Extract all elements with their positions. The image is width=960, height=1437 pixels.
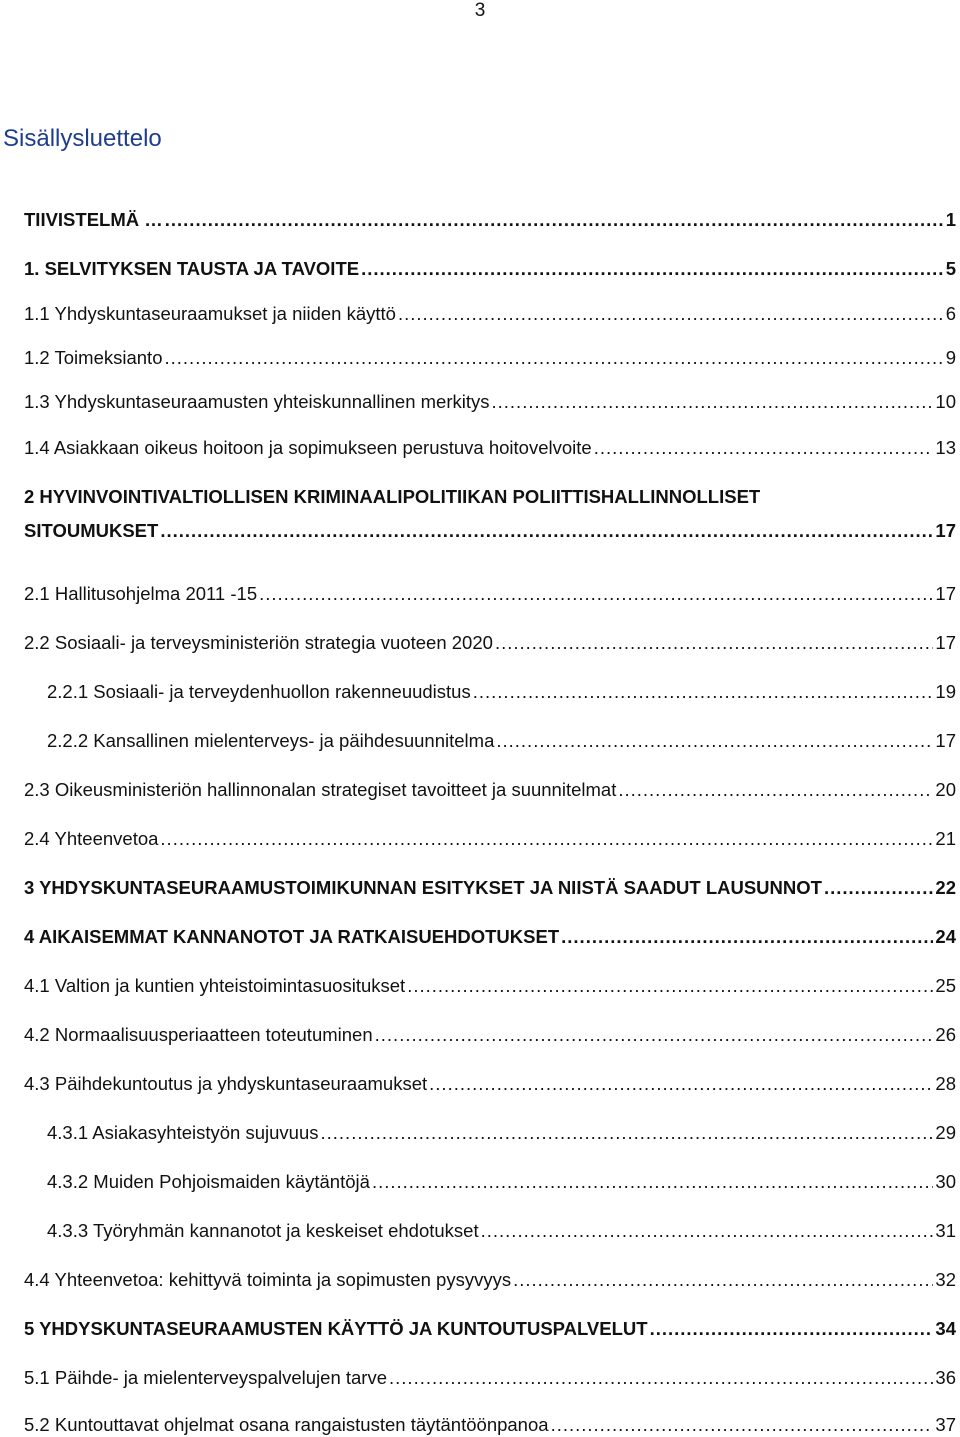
toc-entry-2-1[interactable] xyxy=(24,582,956,606)
toc-entry-title: 2.4 Yhteenvetoa xyxy=(24,828,159,849)
toc-entry-title: 1.1 Yhdyskuntaseuraamukset ja niiden käyttö xyxy=(24,303,396,324)
dot-leader xyxy=(398,302,944,326)
toc-entry-page: 30 xyxy=(935,1171,956,1192)
toc-entry-page: 26 xyxy=(935,1024,956,1045)
toc-entry-page: 9 xyxy=(945,347,956,368)
toc-entry-1-1[interactable] xyxy=(24,302,956,326)
page-number: 3 xyxy=(474,0,486,21)
toc-entry-2-2[interactable] xyxy=(24,631,956,655)
toc-entry-title: 2.1 Hallitusohjelma 2011 -15 xyxy=(24,583,258,604)
dot-leader xyxy=(481,1219,934,1243)
dot-leader xyxy=(361,257,944,281)
dot-leader xyxy=(594,436,934,460)
toc-entry-title: TIIVISTELMÄ … xyxy=(24,209,163,230)
toc-entry-4-1[interactable] xyxy=(24,974,956,998)
dot-leader xyxy=(160,827,933,851)
toc-entry-title: 5.1 Päihde- ja mielenterveyspalvelujen tarve xyxy=(24,1367,388,1388)
dot-leader xyxy=(618,778,933,802)
dot-leader xyxy=(824,876,933,900)
toc-entry-1[interactable] xyxy=(24,257,956,281)
dot-leader xyxy=(389,1366,933,1390)
dot-leader xyxy=(496,729,933,753)
toc-entry-5[interactable] xyxy=(24,1317,956,1341)
toc-entry-page: 1 xyxy=(945,209,956,230)
toc-entry-title: 4.4 Yhteenvetoa: kehittyvä toiminta ja sopimusten pysyvyys xyxy=(24,1269,512,1290)
dot-leader xyxy=(473,680,934,704)
toc-heading: Sisällysluettelo xyxy=(3,125,162,152)
toc-entry-title: 4.3.3 Työryhmän kannanotot ja keskeiset ehdotukset xyxy=(47,1220,479,1241)
toc-entry-2[interactable] xyxy=(24,485,956,543)
toc-entry-page: 34 xyxy=(935,1318,956,1339)
dot-leader xyxy=(160,519,933,543)
toc-entry-page: 36 xyxy=(935,1367,956,1388)
toc-entry-title: 2.2.2 Kansallinen mielenterveys- ja päihdesuunnitelma xyxy=(47,730,495,751)
toc-entry-title: 4 AIKAISEMMAT KANNANOTOT JA RATKAISUEHDOTUKSET xyxy=(24,926,560,947)
toc-entry-page: 28 xyxy=(935,1073,956,1094)
toc-entry-title: 5.2 Kuntouttavat ohjelmat osana rangaistusten täytäntöönpanoa xyxy=(24,1414,549,1435)
dot-leader xyxy=(165,346,944,370)
toc-entry-title: 4.3.1 Asiakasyhteistyön sujuvuus xyxy=(47,1122,319,1143)
toc-entry-title: 3 YHDYSKUNTASEURAAMUSTOIMIKUNNAN ESITYKSET JA NIISTÄ SAADUT LAUSUNNOT xyxy=(24,877,822,898)
toc-entry-4-3[interactable] xyxy=(24,1072,956,1096)
toc-entry-4-2[interactable] xyxy=(24,1023,956,1047)
toc-entry-5-1[interactable] xyxy=(24,1366,956,1390)
dot-leader xyxy=(429,1072,933,1096)
dot-leader xyxy=(321,1121,934,1145)
dot-leader xyxy=(513,1268,933,1292)
toc-entry-4-4[interactable] xyxy=(24,1268,956,1292)
toc-entry-tiivistelma[interactable] xyxy=(24,208,956,232)
toc-entry-2-2-1[interactable] xyxy=(47,680,956,704)
toc-entry-page: 32 xyxy=(935,1269,956,1290)
toc-entry-5-2[interactable] xyxy=(24,1413,956,1437)
toc-entry-2-3[interactable] xyxy=(24,778,956,802)
dot-leader xyxy=(407,974,933,998)
toc-entry-title: 1.4 Asiakkaan oikeus hoitoon ja sopimukseen perustuva hoitovelvoite xyxy=(24,437,592,458)
toc-entry-page: 22 xyxy=(935,877,956,898)
toc-entry-title-continued: SITOUMUKSET xyxy=(24,520,159,541)
toc-entry-page: 24 xyxy=(935,926,956,947)
toc-entry-title: 2.3 Oikeusministeriön hallinnonalan strategiset tavoitteet ja suunnitelmat xyxy=(24,779,617,800)
toc-entry-title: 1.3 Yhdyskuntaseuraamusten yhteiskunnallinen merkitys xyxy=(24,391,490,412)
toc-entry-page: 19 xyxy=(935,681,956,702)
toc-entry-page: 6 xyxy=(945,303,956,324)
dot-leader xyxy=(561,925,933,949)
dot-leader xyxy=(259,582,933,606)
toc-entry-page: 17 xyxy=(935,583,956,604)
toc-entry-page: 5 xyxy=(945,258,956,279)
toc-entry-4-3-2[interactable] xyxy=(47,1170,956,1194)
toc-entry-page: 13 xyxy=(935,437,956,458)
toc-entry-page: 21 xyxy=(935,828,956,849)
toc-entry-4-3-1[interactable] xyxy=(47,1121,956,1145)
dot-leader xyxy=(650,1317,934,1341)
toc-entry-3[interactable] xyxy=(24,876,956,900)
toc-entry-page: 31 xyxy=(935,1220,956,1241)
dot-leader xyxy=(551,1413,934,1437)
toc-entry-1-4[interactable] xyxy=(24,436,956,460)
toc-entry-2-2-2[interactable] xyxy=(47,729,956,753)
toc-entry-page: 17 xyxy=(935,520,956,541)
dot-leader xyxy=(495,631,933,655)
toc-entry-1-3[interactable] xyxy=(24,390,956,414)
toc-entry-title: 2.2.1 Sosiaali- ja terveydenhuollon rakenneuudistus xyxy=(47,681,471,702)
toc-entry-page: 20 xyxy=(935,779,956,800)
toc-entry-title: 2.2 Sosiaali- ja terveysministeriön strategia vuoteen 2020 xyxy=(24,632,493,653)
dot-leader xyxy=(372,1170,933,1194)
toc-entry-2-4[interactable] xyxy=(24,827,956,851)
toc-entry-title: 2 HYVINVOINTIVALTIOLLISEN KRIMINAALIPOLITIIKAN POLIITTISHALLINNOLLISET xyxy=(24,486,761,507)
toc-entry-title: 1.2 Toimeksianto xyxy=(24,347,163,368)
toc-entry-4[interactable] xyxy=(24,925,956,949)
dot-leader xyxy=(165,208,944,232)
toc-entry-page: 17 xyxy=(935,632,956,653)
toc-entry-title: 1. SELVITYKSEN TAUSTA JA TAVOITE xyxy=(24,258,360,279)
toc-entry-page: 10 xyxy=(935,391,956,412)
toc-entry-page: 37 xyxy=(935,1414,956,1435)
toc-entry-4-3-3[interactable] xyxy=(47,1219,956,1243)
toc-entry-1-2[interactable] xyxy=(24,346,956,370)
toc-entry-title: 4.3.2 Muiden Pohjoismaiden käytäntöjä xyxy=(47,1171,370,1192)
dot-leader xyxy=(492,390,934,414)
toc-entry-page: 29 xyxy=(935,1122,956,1143)
toc-entry-page: 25 xyxy=(935,975,956,996)
toc-entry-title: 4.1 Valtion ja kuntien yhteistoimintasuositukset xyxy=(24,975,406,996)
dot-leader xyxy=(375,1023,934,1047)
toc-entry-title: 4.3 Päihdekuntoutus ja yhdyskuntaseuraamukset xyxy=(24,1073,428,1094)
toc-entry-title: 4.2 Normaalisuusperiaatteen toteutuminen xyxy=(24,1024,373,1045)
toc-entry-page: 17 xyxy=(935,730,956,751)
toc-entry-title: 5 YHDYSKUNTASEURAAMUSTEN KÄYTTÖ JA KUNTOUTUSPALVELUT xyxy=(24,1318,648,1339)
